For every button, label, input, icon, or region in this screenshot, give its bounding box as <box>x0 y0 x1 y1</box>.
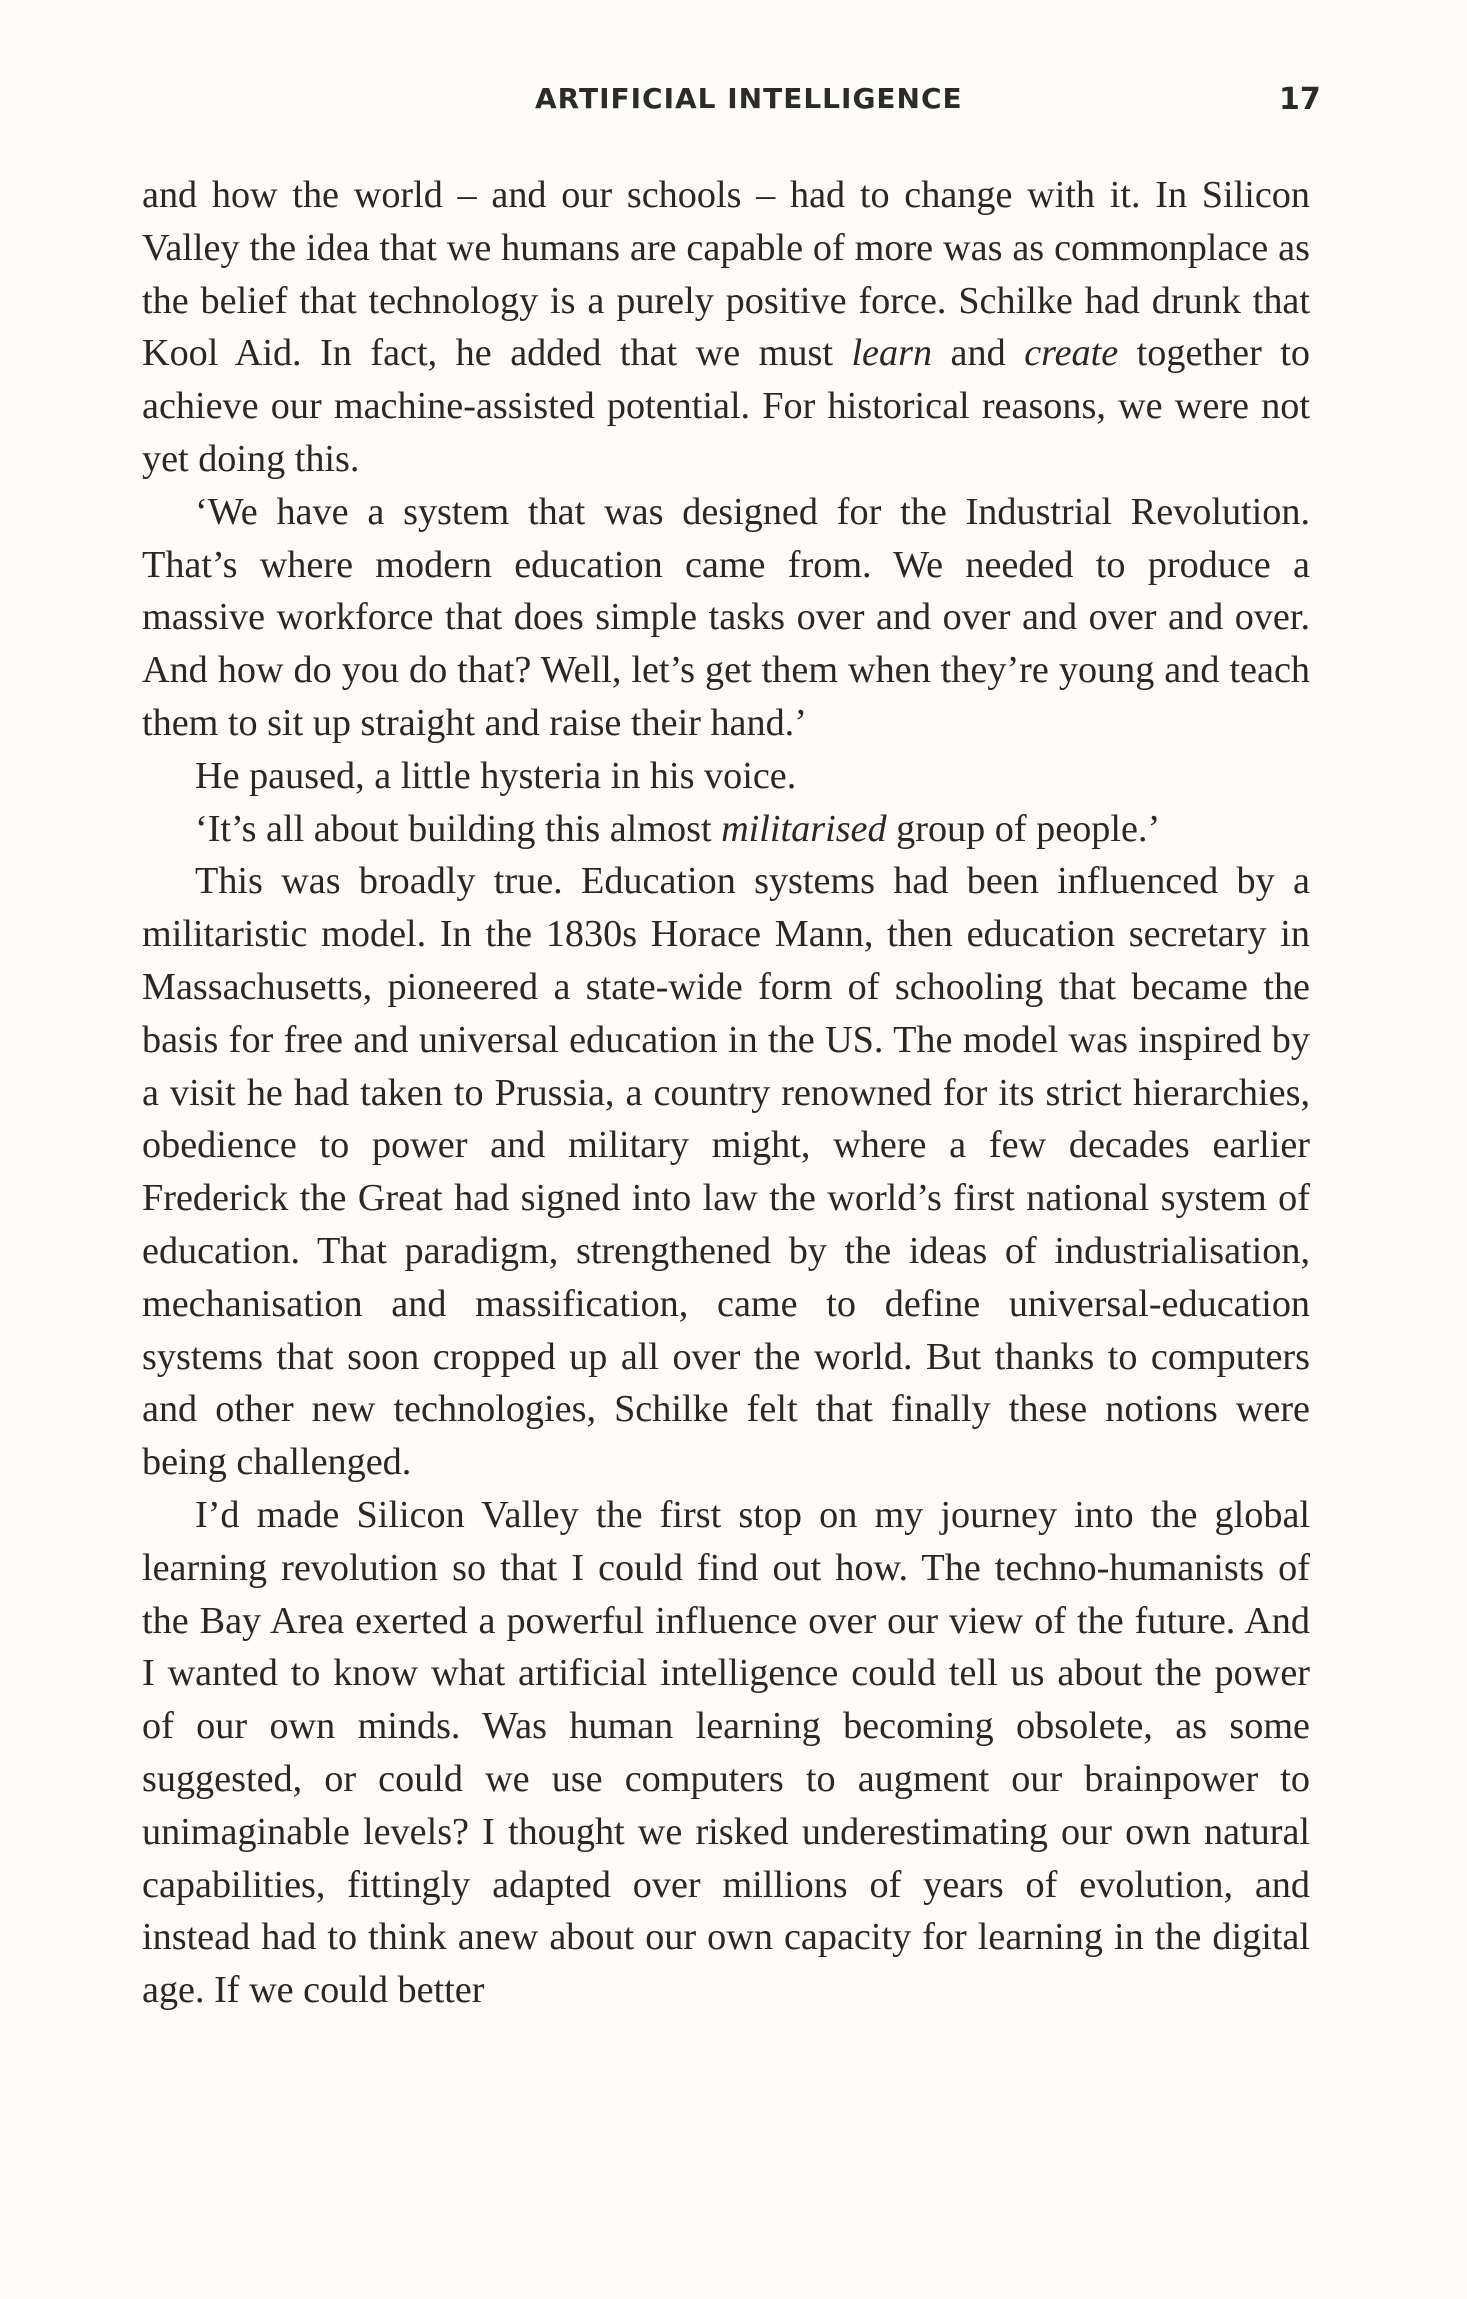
paragraph <box>142 855 1310 1489</box>
running-header <box>0 82 1467 132</box>
running-title: ARTIFICIAL INTELLIGENCE <box>535 82 963 115</box>
italic-run: create <box>1024 332 1119 375</box>
paragraph <box>142 169 1310 486</box>
paragraph <box>142 486 1310 750</box>
text-run: This was broadly true. Education systems had been influenced by a militaristic model. In the 1830s Horace Mann, then education secretary in Massachusetts, pioneered a state-wide form of schooling that became the basis for free and universal education in the US. The model was inspired by a visit he had taken to Prussia, a country renowned for its strict hierarchies, obedience to power and military might, where a few decades earlier Frederick the Great had signed into law the world’s first national system of education. That paradigm, strengthened by the ideas of industrialisation, mechanisation and massification, came to define universal-education systems that soon cropped up all over the world. But thanks to computers and other new technologies, Schilke felt that finally these notions were being challenged. <box>142 860 1310 1484</box>
text-run: together to achieve our machine-assisted potential. For historical reasons, we were not yet doing this. <box>142 332 1311 480</box>
text-run: and how the world – and our schools – had to change with it. In Silicon Valley the idea that we humans are capable of more was as commonplace as the belief that technology is a purely positive force. Schilke had drunk that Kool Aid. In fact, he added that we must <box>142 174 1310 375</box>
paragraph <box>142 803 1310 856</box>
page-number: 17 <box>1279 82 1321 117</box>
paragraph <box>142 750 1310 803</box>
text-run: ‘It’s all about building this almost <box>195 807 722 850</box>
body-text <box>142 169 1310 2017</box>
text-run: I’d made Silicon Valley the first stop on my journey into the global learning revolution so that I could find out how. The techno-humanists of the Bay Area exerted a powerful influence over our view of the future. And I wanted to know what artificial intelligence could tell us about the power of our own minds. Was human learning becoming obsolete, as some suggested, or could we use computers to augment our brainpower to unimaginable levels? I thought we risked underestimating our own natural capabilities, fittingly adapted over millions of years of evolution, and instead had to think anew about our own capacity for learning in the digital age. If we could better <box>142 1493 1310 2012</box>
italic-run: militarised <box>721 807 887 850</box>
text-run: ‘We have a system that was designed for the Industrial Revolution. That’s where modern education came from. We needed to produce a massive workforce that does simple tasks over and over and over and over. And how do you do that? Well, let’s get them when they’re young and teach them to sit up straight and raise their hand.’ <box>142 490 1310 744</box>
text-run: and <box>932 332 1025 375</box>
text-run: group of people.’ <box>886 807 1161 850</box>
paragraph <box>142 1489 1310 2017</box>
text-run: He paused, a little hysteria in his voice. <box>195 754 797 797</box>
italic-run: learn <box>851 332 933 375</box>
